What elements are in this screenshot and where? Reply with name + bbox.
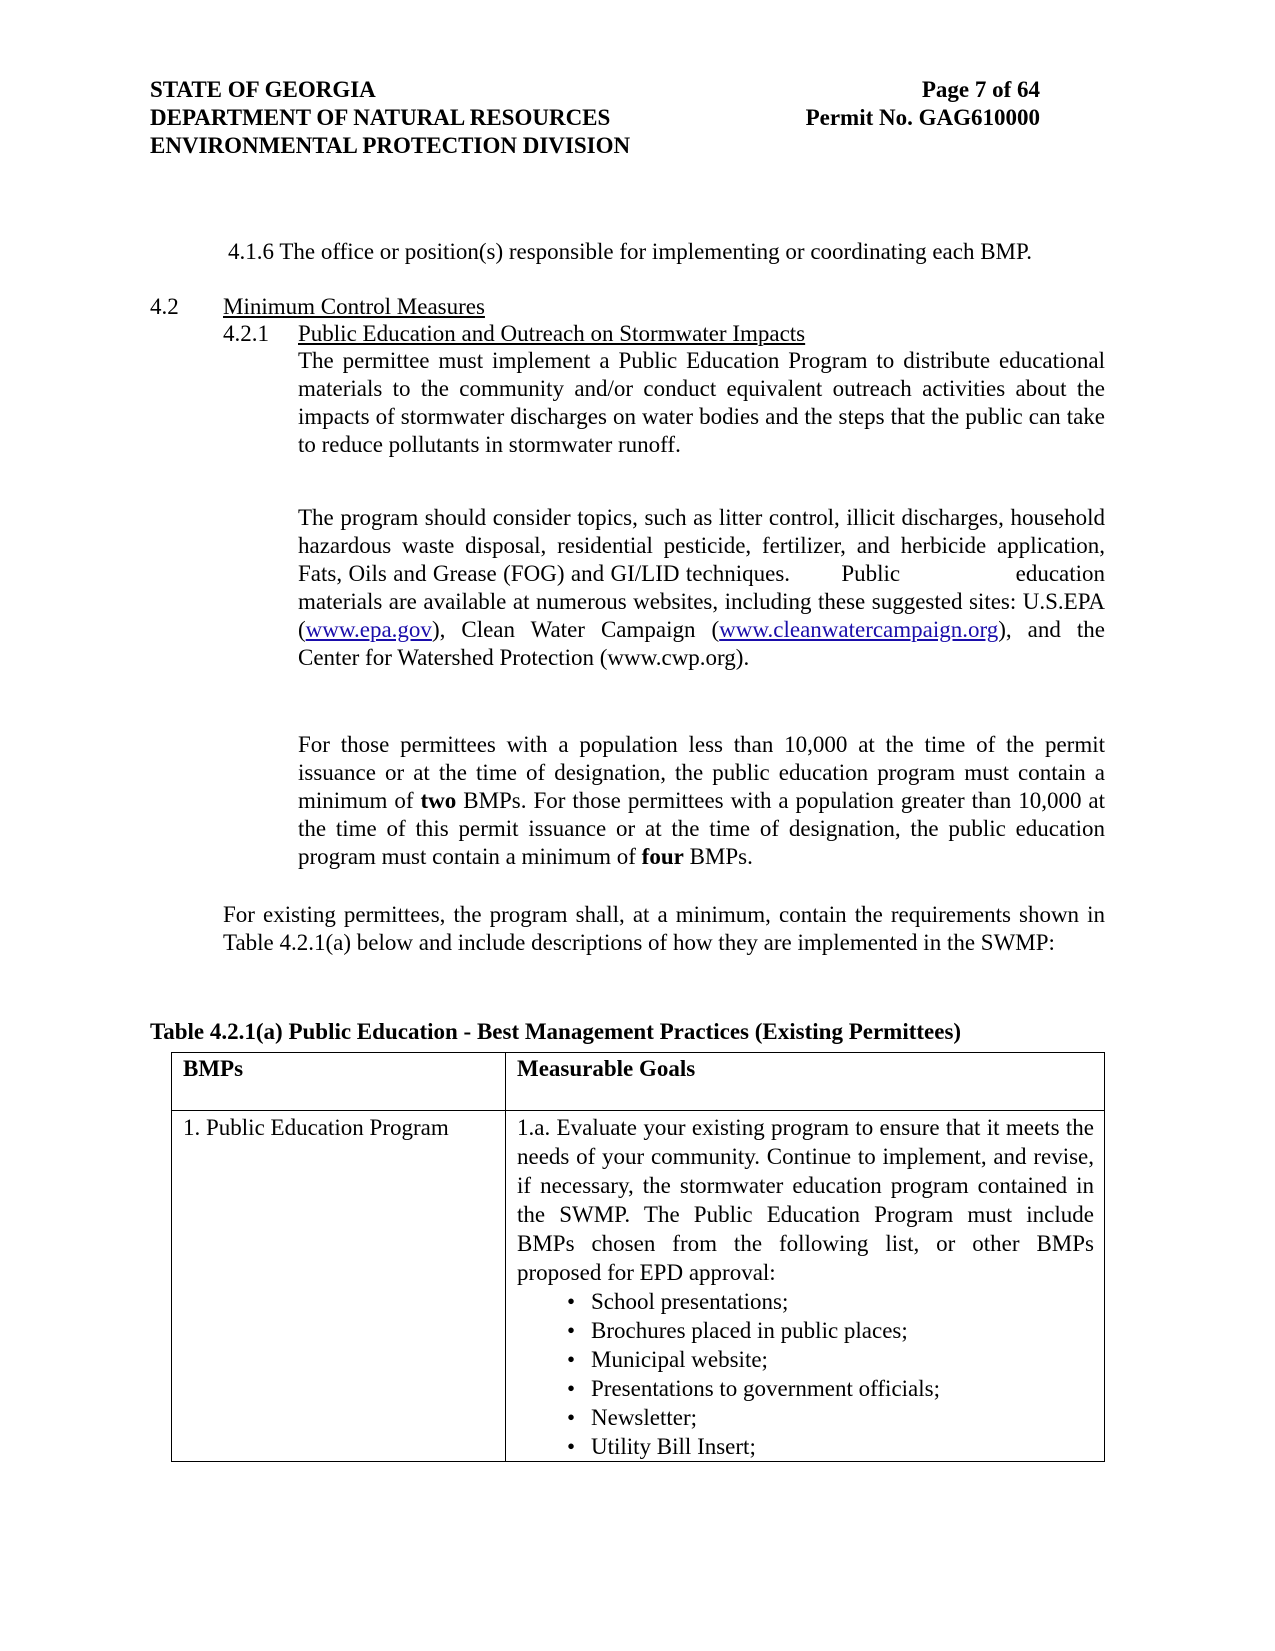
page-number: Page 7 of 64 [921, 77, 1040, 102]
paragraph-existing-permittees: For existing permittees, the program shall, at a minimum, contain the requirements shown in Table 4.2.1(a) below and include descriptions of how they are implemented in the SWMP: [223, 902, 1105, 955]
bmp-table [171, 1052, 1105, 1462]
topics-clean-water-text: ), Clean Water Campaign ( [431, 617, 720, 642]
list-item: • Brochures placed in public places; [567, 1316, 1094, 1345]
section-4-2-1-number: 4.2.1 [223, 321, 269, 346]
paragraph-population-requirements [298, 731, 1105, 871]
list-item: • Newsletter; [567, 1403, 1094, 1432]
topics-websites-text: education materials are available at numerous websites, including these suggested sites: U.S.EPA ( [298, 561, 1106, 642]
paragraph-program-requirement: The permittee must implement a Public Education Program to distribute educational materials to the community and/or conduct equivalent outreach activities about the impacts of stormwater discharges on water bodies and the steps that the public can take to reduce pollutants in stormwater runoff. [298, 348, 1105, 457]
page-header-info [790, 76, 1040, 132]
measurable-goal-cell [506, 1111, 1105, 1462]
list-item: • Utility Bill Insert; [567, 1432, 1094, 1461]
header-line-division: ENVIRONMENTAL PROTECTION DIVISION [150, 133, 631, 158]
list-item: • School presentations; [567, 1287, 1094, 1316]
column-header-bmps: BMPs [172, 1053, 506, 1111]
page-header-agency [150, 76, 630, 160]
table-row [172, 1111, 1105, 1462]
clean-water-campaign-link[interactable]: www.cleanwatercampaign.org [719, 617, 999, 642]
list-item: • Presentations to government officials; [567, 1374, 1094, 1403]
topics-text: The program should consider topics, such as litter control, illicit discharges, household hazardous waste disposal, residential pesticide, fertilizer, and herbicide application, Fats, Oils and Grease (FOG) and GI/LID techniques. [298, 505, 1105, 586]
topics-cwp-text: ), and the Center for Watershed Protection (www.cwp.org). [298, 617, 1105, 670]
section-4-2-number: 4.2 [150, 294, 179, 319]
population-text-1: For those permittees with a population less than 10,000 at the time of the permit issuance or at the time of designation, the public education program must contain a minimum of [298, 732, 1105, 813]
header-line-department: DEPARTMENT OF NATURAL RESOURCES [150, 105, 611, 130]
population-text-2: BMPs. For those permittees with a population greater than 10,000 at the time of this permit issuance or at the time of designation, the public education program must contain a minimum of [298, 788, 1105, 869]
column-header-measurable-goals: Measurable Goals [506, 1053, 1105, 1111]
epa-link[interactable]: www.epa.gov [305, 617, 432, 642]
goal-text: 1.a. Evaluate your existing program to ensure that it meets the needs of your community. Continue to implement, and revise, if necessary, the stormwater education program contained in the SWMP. The Public Education Program must include BMPs chosen from the following list, or other BMPs proposed for EPD approval: [517, 1115, 1094, 1285]
table-header-row [172, 1053, 1105, 1111]
population-emphasis-two: two [420, 788, 457, 813]
header-line-state: STATE OF GEORGIA [150, 77, 376, 102]
section-4-2-1-title: Public Education and Outreach on Stormwater Impacts [298, 321, 806, 346]
population-text-3: BMPs. [683, 844, 753, 869]
topics-public: Public [841, 561, 901, 586]
table-caption: Table 4.2.1(a) Public Education - Best Management Practices (Existing Permittees) [150, 1019, 962, 1044]
section-4-2-title: Minimum Control Measures [223, 294, 485, 319]
bmp-cell: 1. Public Education Program [172, 1111, 506, 1462]
paragraph-program-topics [298, 504, 1105, 672]
bmp-options-list [517, 1287, 1094, 1461]
list-item: • Municipal website; [567, 1345, 1094, 1374]
population-emphasis-four: four [641, 844, 684, 869]
permit-number: Permit No. GAG610000 [805, 105, 1040, 130]
item-4-1-6: 4.1.6 The office or position(s) responsible for implementing or coordinating each BMP. [228, 239, 1033, 264]
